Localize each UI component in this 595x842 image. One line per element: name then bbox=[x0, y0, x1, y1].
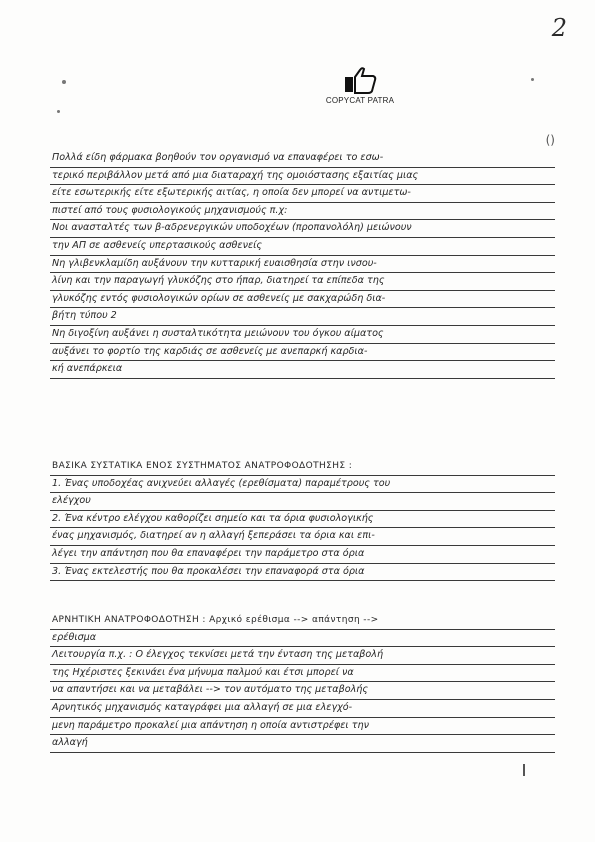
text-line: Νη διγοξίνη αυξάνει η συσταλτικότητα μειώνουν του όγκου αίματος bbox=[50, 326, 555, 344]
margin-mark bbox=[531, 78, 534, 81]
text-line: Αρνητικός μηχανισμός καταγράφει μια αλλαγή σε μια ελεγχό- bbox=[50, 700, 555, 718]
page-number: 2 bbox=[551, 14, 567, 42]
text-line: μενη παράμετρο προκαλεί μια απάντηση η οποία αντιστρέφει την bbox=[50, 718, 555, 736]
section-heading: ΒΑΣΙΚΑ ΣΥΣΤΑΤΙΚΑ ΕΝΟΣ ΣΥΣΤΗΜΑΤΟΣ ΑΝΑΤΡΟΦΟΔΟΤΗΣΗΣ : bbox=[50, 458, 555, 476]
margin-mark bbox=[57, 110, 60, 113]
text-line: γλυκόζης εντός φυσιολογικών ορίων σε ασθενείς με σακχαρώδη δια- bbox=[50, 291, 555, 309]
text-line: Λειτουργία π.χ. : Ο έλεγχος τεκνίσει μετά την ένταση της μεταβολή bbox=[50, 647, 555, 665]
text-line: την ΑΠ σε ασθενείς υπερτασικούς ασθενείς bbox=[50, 238, 555, 256]
intro-paragraph bbox=[50, 150, 555, 379]
text-line: βήτη τύπου 2 bbox=[50, 308, 555, 326]
thumbs-up-icon bbox=[343, 66, 377, 94]
text-line: είτε εσωτερικής είτε εξωτερικής αιτίας, η οποία δεν μπορεί να αντιμετω- bbox=[50, 185, 555, 203]
text-line: Νοι ανασταλτές των β-αδρενεργικών υποδοχέων (προπανολόλη) μειώνουν bbox=[50, 220, 555, 238]
copycat-logo bbox=[318, 66, 402, 105]
text-line: κή ανεπάρκεια bbox=[50, 361, 555, 379]
text-line: ένας μηχανισμός, διατηρεί αν η αλλαγή ξεπεράσει τα όρια και επι- bbox=[50, 528, 555, 546]
text-line: να απαντήσει και να μεταβάλει --> τον αυτόματο της μεταβολής bbox=[50, 682, 555, 700]
text-line: ερέθισμα bbox=[50, 630, 555, 648]
text-line: τερικό περιβάλλον μετά από μια διαταραχή της ομοιόστασης εξαιτίας μιας bbox=[50, 168, 555, 186]
text-line: ελέγχου bbox=[50, 493, 555, 511]
text-line: Πολλά είδη φάρμακα βοηθούν τον οργανισμό να επαναφέρει το εσω- bbox=[50, 150, 555, 168]
text-line: της Ηχέριστες ξεκινάει ένα μήνυμα παλμού και έτσι μπορεί να bbox=[50, 665, 555, 683]
components-paragraph bbox=[50, 458, 555, 581]
feedback-paragraph bbox=[50, 612, 555, 753]
margin-mark: () bbox=[545, 133, 555, 147]
text-line: 3. Ένας εκτελεστής που θα προκαλέσει την επαναφορά στα όρια bbox=[50, 564, 555, 582]
text-line: αλλαγή bbox=[50, 735, 555, 753]
text-line: 1. Ένας υποδοχέας ανιχνεύει αλλαγές (ερεθίσματα) παραμέτρους του bbox=[50, 476, 555, 494]
logo-text: COPYCAT PATRA bbox=[325, 96, 395, 105]
text-line: αυξάνει το φορτίο της καρδιάς σε ασθενείς με ανεπαρκή καρδια- bbox=[50, 344, 555, 362]
section-heading: ΑΡΝΗΤΙΚΗ ΑΝΑΤΡΟΦΟΔΟΤΗΣΗ : Αρχικό ερέθισμα --> απάντηση --> bbox=[50, 612, 555, 630]
margin-mark bbox=[62, 80, 66, 84]
margin-mark bbox=[523, 764, 525, 776]
text-line: πιστεί από τους φυσιολογικούς μηχανισμούς π.χ: bbox=[50, 203, 555, 221]
text-line: λέγει την απάντηση που θα επαναφέρει την παράμετρο στα όρια bbox=[50, 546, 555, 564]
text-line: Νη γλιβενκλαμίδη αυξάνουν την κυτταρική ευαισθησία στην ινσου- bbox=[50, 256, 555, 274]
text-line: λίνη και την παραγωγή γλυκόζης στο ήπαρ, διατηρεί τα επίπεδα της bbox=[50, 273, 555, 291]
text-line: 2. Ένα κέντρο ελέγχου καθορίζει σημείο και τα όρια φυσιολογικής bbox=[50, 511, 555, 529]
